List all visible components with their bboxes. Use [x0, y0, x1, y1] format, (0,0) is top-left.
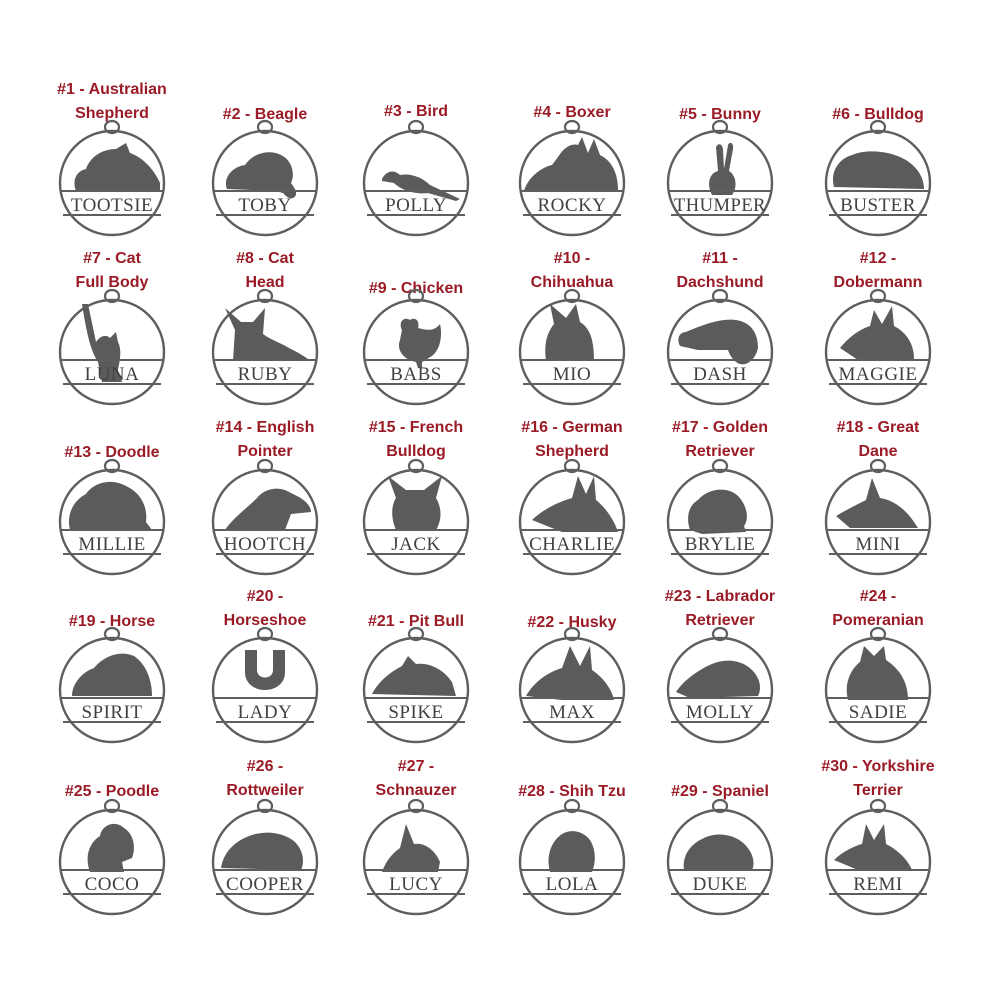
ornament-label-line: #24 -	[859, 588, 897, 605]
ornament-graphic	[820, 458, 936, 580]
ornament	[358, 119, 474, 241]
ornament-graphic	[514, 119, 630, 241]
ornament	[358, 798, 474, 920]
ornament-name: LUNA	[84, 364, 140, 385]
ornament-graphic	[358, 798, 474, 920]
ornament-name: LUCY	[389, 874, 443, 895]
ornament-label-line: #30 - Yorkshire	[821, 758, 935, 775]
ornament-label-line: #22 - Husky	[527, 614, 617, 631]
ornament	[207, 458, 323, 580]
ornament-name: MOLLY	[685, 702, 755, 723]
ornament-graphic	[54, 458, 170, 580]
ornament-label-line: #26 -	[246, 758, 284, 775]
ornament	[514, 626, 630, 748]
ornament-graphic	[662, 288, 778, 410]
spaniel-silhouette	[684, 835, 754, 870]
ornament-graphic	[820, 288, 936, 410]
doodle-silhouette	[69, 482, 152, 530]
ornament-label-line: #25 - Poodle	[64, 783, 160, 800]
ornament-graphic	[662, 119, 778, 241]
ornament-label	[185, 416, 345, 464]
ornament	[514, 798, 630, 920]
ornament-name: COCO	[84, 874, 140, 895]
ornament	[358, 626, 474, 748]
ornament	[54, 798, 170, 920]
ornament-label-line: #20 -	[246, 588, 284, 605]
ornament	[662, 798, 778, 920]
ornament-label	[798, 416, 958, 464]
ornament-name: JACK	[391, 534, 441, 555]
ornament-name: MIO	[552, 364, 592, 385]
ornament-label-line: #13 - Doodle	[64, 444, 160, 461]
ornament-label-line: Terrier	[853, 782, 903, 799]
ornament	[54, 626, 170, 748]
husky-silhouette	[526, 646, 614, 700]
ornament-label	[492, 416, 652, 464]
ornament	[662, 119, 778, 241]
ornament-label-line: Bulldog	[386, 443, 446, 460]
ornament-name: RUBY	[237, 364, 293, 385]
ornament-name: POLLY	[385, 195, 447, 216]
ornament-label-line: #12 -	[859, 250, 897, 267]
golden-retriever-silhouette	[688, 490, 747, 534]
ornament-label-line: Head	[245, 274, 285, 291]
ornament-name: SPIRIT	[81, 702, 143, 723]
ornament-name: CHARLIE	[529, 534, 615, 555]
ornament-name: TOBY	[238, 195, 292, 216]
ornament-graphic	[662, 458, 778, 580]
ornament-graphic	[54, 288, 170, 410]
ornament	[820, 458, 936, 580]
ornament-label-line: #9 - Chicken	[368, 280, 464, 297]
ornament-label	[336, 755, 496, 803]
ornament-graphic	[358, 458, 474, 580]
ornament-label-line: #17 - Golden	[671, 419, 769, 436]
english-pointer-silhouette	[225, 489, 311, 530]
ornament-label-line: Pomeranian	[832, 612, 924, 629]
labrador-retriever-silhouette	[676, 661, 760, 698]
ornament-label-line: Full Body	[75, 274, 149, 291]
horseshoe-silhouette	[245, 650, 285, 690]
ornament-label-line: #4 - Boxer	[533, 104, 611, 121]
ornament-name: REMI	[853, 874, 903, 895]
ornament-label	[798, 755, 958, 803]
ornament	[207, 798, 323, 920]
ornament-name: ROCKY	[537, 195, 607, 216]
ornament-label-line: #19 - Horse	[68, 613, 156, 630]
french-bulldog-silhouette	[388, 476, 442, 530]
ornament-name: TOOTSIE	[70, 195, 154, 216]
ornament-graphic	[358, 119, 474, 241]
ornament-label	[640, 416, 800, 464]
ornament-name: BRYLIE	[684, 534, 756, 555]
dachshund-silhouette	[678, 320, 758, 365]
ornament-name: MILLIE	[78, 534, 146, 555]
ornament-label-line: Dachshund	[676, 274, 764, 291]
ornament	[54, 458, 170, 580]
ornament-graphic	[54, 119, 170, 241]
ornament-name: BUSTER	[840, 195, 916, 216]
ornament	[54, 119, 170, 241]
ornament-label-line: #1 - Australian	[57, 81, 167, 98]
ornament-graphic	[207, 119, 323, 241]
ornament-label-line: Retriever	[685, 443, 755, 460]
ornament-label-line: #27 -	[397, 758, 435, 775]
ornament-name: COOPER	[226, 874, 304, 895]
ornament-graphic	[820, 798, 936, 920]
ornament-label	[185, 755, 345, 803]
ornament-graphic	[207, 626, 323, 748]
ornament-graphic	[820, 626, 936, 748]
ornament-label-line: #15 - French	[368, 419, 464, 436]
bulldog-silhouette	[833, 151, 924, 189]
ornament-label-line: #23 - Labrador	[664, 588, 776, 605]
ornament-name: BABS	[390, 364, 442, 385]
ornament-label-line: #10 -	[553, 250, 591, 267]
ornament-label-line: #11 -	[702, 250, 738, 267]
ornament-name: HOOTCH	[223, 534, 307, 555]
pomeranian-silhouette	[847, 646, 908, 700]
ornament	[358, 288, 474, 410]
ornament	[514, 288, 630, 410]
ornament	[54, 288, 170, 410]
ornament-label-line: #6 - Bulldog	[832, 106, 924, 123]
australian-shepherd-silhouette	[74, 143, 160, 191]
great-dane-silhouette	[836, 478, 918, 528]
ornament-label-line: #18 - Great	[836, 419, 920, 436]
ornament	[514, 458, 630, 580]
ornament-graphic	[207, 458, 323, 580]
ornament-label-line: #3 - Bird	[383, 103, 448, 120]
ornament	[662, 458, 778, 580]
ornament-graphic	[662, 798, 778, 920]
ornament-label-line: Dobermann	[833, 274, 923, 291]
ornament	[820, 626, 936, 748]
ornament-label-line: Rottweiler	[226, 782, 304, 799]
ornament-graphic	[358, 626, 474, 748]
ornament-label	[336, 416, 496, 464]
ornament-label-line: Dane	[858, 443, 898, 460]
ornament-label-line: #14 - English	[215, 419, 315, 436]
ornament	[820, 798, 936, 920]
bunny-silhouette	[709, 143, 735, 195]
ornament	[207, 626, 323, 748]
ornament-graphic	[820, 119, 936, 241]
ornament	[662, 288, 778, 410]
ornament-name: DUKE	[692, 874, 748, 895]
ornament-graphic	[514, 288, 630, 410]
dobermann-silhouette	[840, 306, 914, 360]
ornament-label-line: Retriever	[685, 612, 755, 629]
ornament	[207, 119, 323, 241]
ornament-label-line: Chihuahua	[530, 274, 614, 291]
chihuahua-silhouette	[545, 304, 594, 360]
horse-silhouette	[72, 654, 152, 696]
cat-head-silhouette	[225, 308, 309, 360]
ornament-name: MINI	[855, 534, 901, 555]
ornament-label-line: Schnauzer	[375, 782, 457, 799]
ornament-graphic	[54, 626, 170, 748]
ornament-label-line: #5 - Bunny	[679, 106, 761, 123]
ornament-name: SPIKE	[388, 702, 444, 723]
ornament-label-line: #16 - German	[521, 419, 623, 436]
ornament-label-line: #8 - Cat	[236, 250, 294, 267]
ornament-graphic	[54, 798, 170, 920]
ornament-label-line: Horseshoe	[223, 612, 307, 629]
ornament	[820, 119, 936, 241]
poodle-silhouette	[88, 824, 134, 872]
ornament-label-line: #21 - Pit Bull	[367, 613, 465, 630]
ornament-name: LADY	[237, 702, 293, 723]
yorkshire-terrier-silhouette	[834, 824, 912, 870]
ornament-name: LOLA	[545, 874, 599, 895]
ornament-graphic	[662, 626, 778, 748]
ornament-label-line: #7 - Cat	[83, 250, 141, 267]
ornament-label-line: Pointer	[237, 443, 293, 460]
ornament-graphic	[207, 798, 323, 920]
rottweiler-silhouette	[221, 833, 303, 870]
shih-tzu-silhouette	[549, 831, 595, 872]
ornament-label-line: Shepherd	[535, 443, 609, 460]
german-shepherd-silhouette	[532, 476, 618, 532]
schnauzer-silhouette	[382, 824, 440, 872]
ornament-name: DASH	[693, 364, 747, 385]
ornament-name: MAX	[549, 702, 595, 723]
ornament-name: SADIE	[848, 702, 908, 723]
ornament-name: MAGGIE	[838, 364, 918, 385]
pit-bull-silhouette	[372, 656, 456, 696]
ornament-graphic	[514, 458, 630, 580]
ornament-label-line: Shepherd	[75, 105, 149, 122]
ornament-graphic	[207, 288, 323, 410]
ornament-label-line: #28 - Shih Tzu	[518, 783, 626, 800]
ornament	[514, 119, 630, 241]
ornament-name: THUMPER	[674, 195, 766, 216]
ornament	[207, 288, 323, 410]
ornament-graphic	[358, 288, 474, 410]
ornament	[358, 458, 474, 580]
ornament-label-line: #29 - Spaniel	[671, 783, 769, 800]
ornament-graphic	[514, 798, 630, 920]
ornament	[820, 288, 936, 410]
ornament-label-line: #2 - Beagle	[222, 106, 308, 123]
ornament	[662, 626, 778, 748]
ornament-graphic	[514, 626, 630, 748]
